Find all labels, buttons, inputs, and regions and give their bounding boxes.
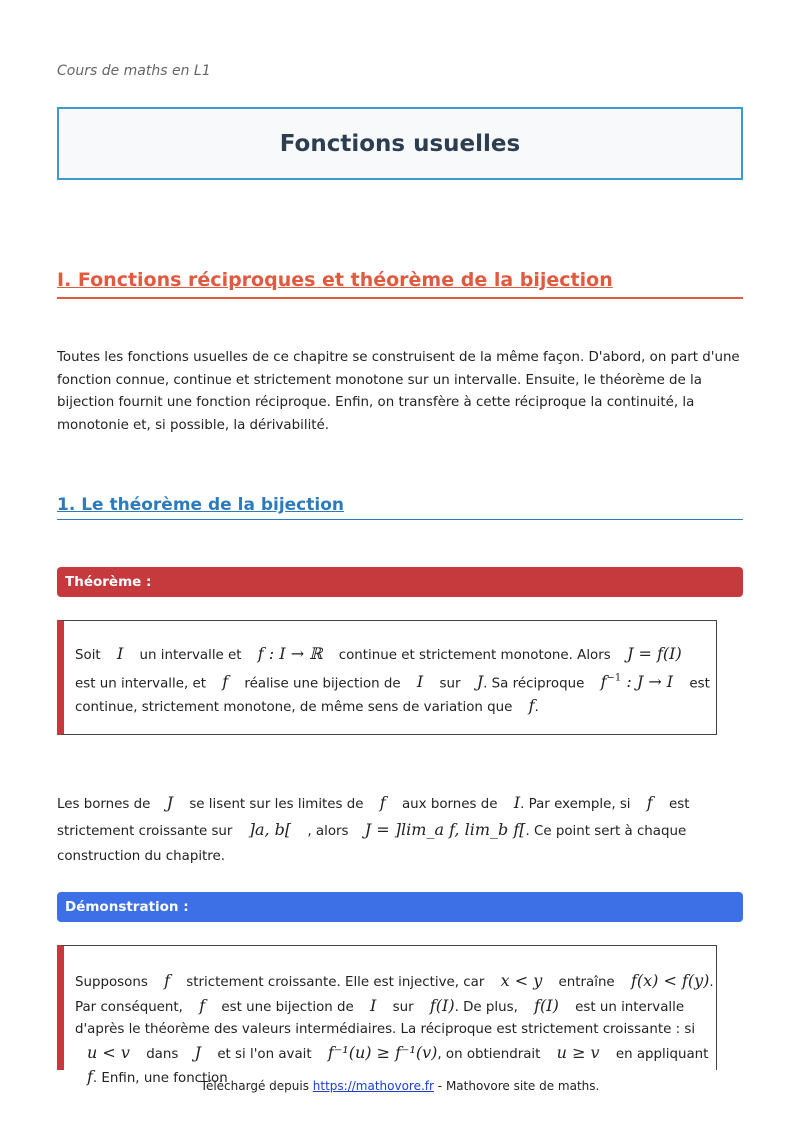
math-expr: u ≥ v <box>556 1042 600 1062</box>
demo-text: . Par conséquent, <box>75 975 714 1015</box>
theorem-box <box>57 620 717 735</box>
math-symbol: f <box>600 671 607 691</box>
theorem-text: réalise une bijection de <box>244 675 401 691</box>
para-text: . Ce point sert à chaque construction du chapitre. <box>57 824 687 864</box>
demo-text: est une bijection de <box>221 999 354 1015</box>
mathovore-link[interactable]: https://mathovore.fr <box>312 1079 434 1093</box>
math-exponent: −1 <box>606 672 622 684</box>
demo-text: sur <box>392 999 414 1015</box>
math-expr: J <box>194 1042 202 1062</box>
math-expr: ]a, b[ <box>248 820 292 839</box>
math-expr: x < y <box>500 971 543 990</box>
intro-paragraph: Toutes les fonctions usuelles de ce chapitre se construisent de la même façon. D'abord, on part d'une fonction connue, continue et strictement monotone sur un intervalle. Ensuite, le théorème de la bijection fournit une fonction réciproque. Enfin, on transfère à cette réciproque la continuité, la monotonie et, si possible, la dérivabilité. <box>57 350 740 433</box>
demo-text: en appliquant <box>615 1046 709 1062</box>
demo-text: Supposons <box>75 975 148 990</box>
demonstration-banner <box>57 892 743 922</box>
demo-text: . De plus, <box>454 999 518 1015</box>
para-text: est strictement croissante sur <box>57 797 690 839</box>
math-expr: f(I) <box>534 995 559 1015</box>
section-heading: I. Fonctions réciproques et théorème de la bijection <box>57 269 743 299</box>
math-expr: I <box>416 671 424 691</box>
page-title: Fonctions usuelles <box>279 130 521 157</box>
math-expr: I <box>116 644 124 663</box>
math-expr: J = ]lim_a f, lim_b f[ <box>364 820 526 839</box>
page-footer <box>0 1079 800 1093</box>
math-expr: J <box>166 793 174 812</box>
bornes-paragraph <box>57 790 743 869</box>
theorem-text: . <box>534 700 539 716</box>
math-expr: f <box>528 696 535 716</box>
para-text: se lisent sur les limites de <box>189 797 364 812</box>
demo-text: . Enfin, une fonction <box>92 1071 228 1086</box>
math-expr: f <box>87 1067 93 1086</box>
theorem-text: est un intervalle, et <box>75 675 206 691</box>
math-expr: f <box>646 793 653 812</box>
footer-suffix: - Mathovore site de maths. <box>437 1079 600 1093</box>
math-expr: f : I → ℝ <box>257 644 323 663</box>
theorem-text: sur <box>439 675 461 691</box>
math-expr: f <box>199 995 206 1015</box>
theorem-text: un intervalle et <box>139 648 242 663</box>
math-expr: f <box>379 793 386 812</box>
math-expr: J <box>476 671 484 691</box>
math-expr: I <box>370 995 377 1015</box>
math-expr: f <box>164 971 170 990</box>
math-expr: I <box>513 793 521 812</box>
para-text: Les bornes de <box>57 797 151 812</box>
demonstration-label: Démonstration : <box>65 899 189 915</box>
para-text: , alors <box>307 824 349 839</box>
theorem-text: Soit <box>75 648 101 663</box>
demo-text: strictement croissante. Elle est injective, car <box>186 975 485 990</box>
theorem-banner <box>57 567 743 597</box>
demo-text: entraîne <box>558 975 615 990</box>
subsection-heading: 1. Le théorème de la bijection <box>57 495 743 520</box>
demo-text: , on obtiendrait <box>437 1046 541 1062</box>
theorem-text: est continue, strictement monotone, de même sens de variation que <box>75 675 710 716</box>
math-expr: f(I) <box>429 995 455 1015</box>
theorem-text: . Sa réciproque <box>483 675 585 691</box>
math-expr: f <box>222 671 229 691</box>
para-text: aux bornes de <box>401 797 498 812</box>
footer-prefix: Téléchargé depuis <box>200 1079 309 1093</box>
course-label: Cours de maths en L1 <box>57 63 211 79</box>
math-expr: J = f(I) <box>626 644 682 663</box>
theorem-text: continue et strictement monotone. Alors <box>338 648 611 663</box>
demo-text: est un intervalle d'après le théorème des valeurs intermédiaires. La réciproque est strictement croissante : si <box>75 999 696 1037</box>
para-text: . Par exemple, si <box>520 797 631 812</box>
title-box <box>57 107 743 180</box>
demo-text: et si l'on avait <box>217 1046 312 1062</box>
math-expr-inverse <box>589 672 686 691</box>
math-expr: u < v <box>87 1042 130 1062</box>
math-symbol: : J → I <box>621 671 674 691</box>
demo-text: dans <box>146 1046 179 1062</box>
math-expr: f(x) < f(y) <box>630 971 710 990</box>
math-expr: f⁻¹(u) ≥ f⁻¹(v) <box>327 1042 438 1062</box>
theorem-label: Théorème : <box>65 574 152 590</box>
